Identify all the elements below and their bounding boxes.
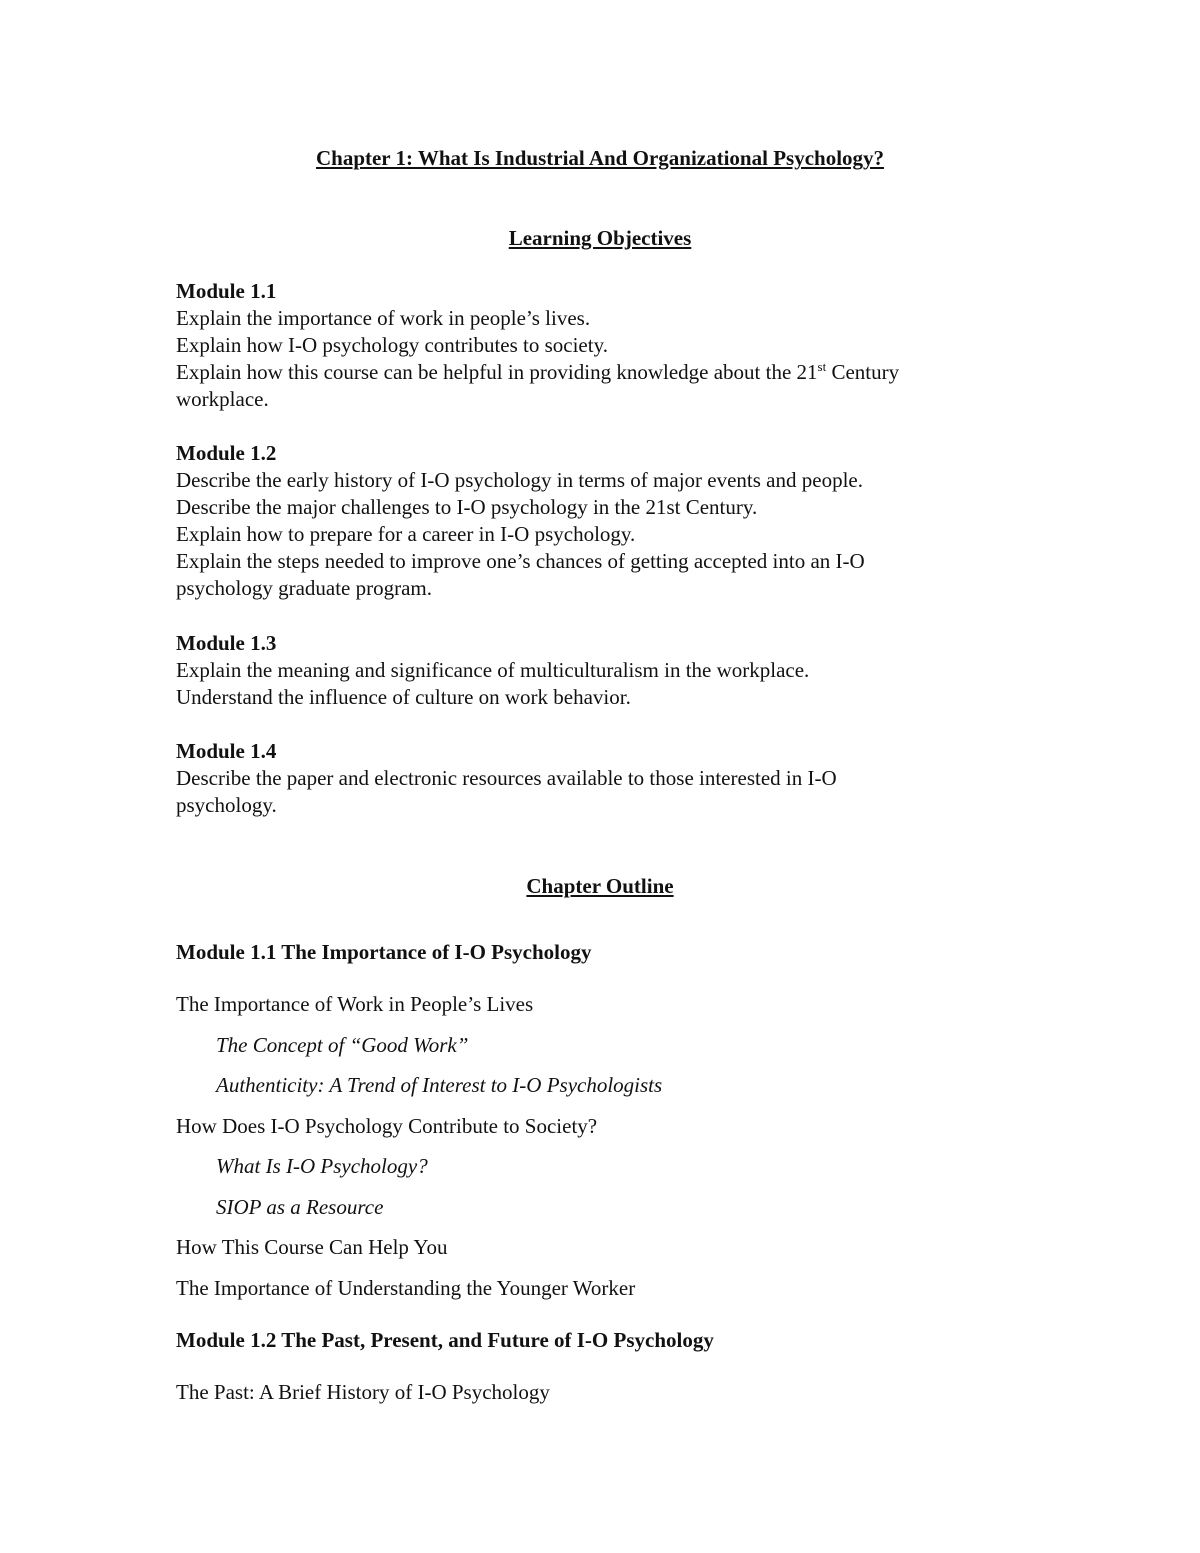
outline-item: The Importance of Work in People’s Lives bbox=[176, 992, 534, 1016]
module-heading: Module 1.2 bbox=[176, 441, 277, 465]
objective-line: Explain the meaning and significance of multiculturalism in the workplace. bbox=[176, 658, 810, 682]
chapter-outline-heading: Chapter Outline bbox=[526, 874, 674, 898]
module-heading: Module 1.4 bbox=[176, 739, 277, 763]
objectives-module-1-3 bbox=[176, 630, 1036, 711]
outline-item: The Past: A Brief History of I-O Psychology bbox=[176, 1380, 550, 1404]
objective-line: Explain the importance of work in people’s lives. bbox=[176, 306, 591, 330]
outline-item: How This Course Can Help You bbox=[176, 1235, 448, 1259]
objective-text-tail: Century bbox=[831, 360, 900, 384]
outline-module-1-1-heading: Module 1.1 The Importance of I-O Psychology bbox=[176, 940, 592, 964]
objective-line: Explain the steps needed to improve one’s chances of getting accepted into an I-O bbox=[176, 549, 865, 573]
chapter-title: Chapter 1: What Is Industrial And Organizational Psychology? bbox=[315, 146, 885, 170]
objective-line: Explain how I-O psychology contributes to society. bbox=[176, 333, 608, 357]
objective-line: Explain how to prepare for a career in I-O psychology. bbox=[176, 522, 636, 546]
objectives-module-1-2 bbox=[176, 440, 1036, 602]
objective-line: Describe the major challenges to I-O psychology in the 21st Century. bbox=[176, 495, 758, 519]
objective-line: Describe the paper and electronic resources available to those interested in I-O bbox=[176, 766, 837, 790]
objectives-module-1-4 bbox=[176, 738, 1036, 819]
objectives-module-1-1 bbox=[176, 278, 1036, 413]
objective-line: psychology graduate program. bbox=[176, 576, 433, 600]
outline-item: How Does I-O Psychology Contribute to Society? bbox=[176, 1114, 598, 1138]
outline-subitem: What Is I-O Psychology? bbox=[216, 1154, 428, 1178]
objective-line bbox=[176, 359, 1036, 386]
outline-subitem: Authenticity: A Trend of Interest to I-O Psychologists bbox=[216, 1073, 663, 1097]
module-heading: Module 1.1 bbox=[176, 279, 277, 303]
outline-module-1-2-heading: Module 1.2 The Past, Present, and Future of I-O Psychology bbox=[176, 1328, 714, 1352]
learning-objectives-heading: Learning Objectives bbox=[508, 226, 692, 250]
module-heading: Module 1.3 bbox=[176, 631, 277, 655]
objective-line: workplace. bbox=[176, 387, 269, 411]
objective-text: Explain how this course can be helpful in providing knowledge about the 21 bbox=[176, 360, 818, 384]
outline-subitem: SIOP as a Resource bbox=[216, 1195, 384, 1219]
outline-subitem: The Concept of “Good Work” bbox=[216, 1033, 469, 1057]
objective-line: Describe the early history of I-O psychology in terms of major events and people. bbox=[176, 468, 863, 492]
outline-item: The Importance of Understanding the Younger Worker bbox=[176, 1276, 636, 1300]
superscript: st bbox=[817, 359, 827, 374]
objective-line: psychology. bbox=[176, 793, 277, 817]
objective-line: Understand the influence of culture on work behavior. bbox=[176, 685, 631, 709]
